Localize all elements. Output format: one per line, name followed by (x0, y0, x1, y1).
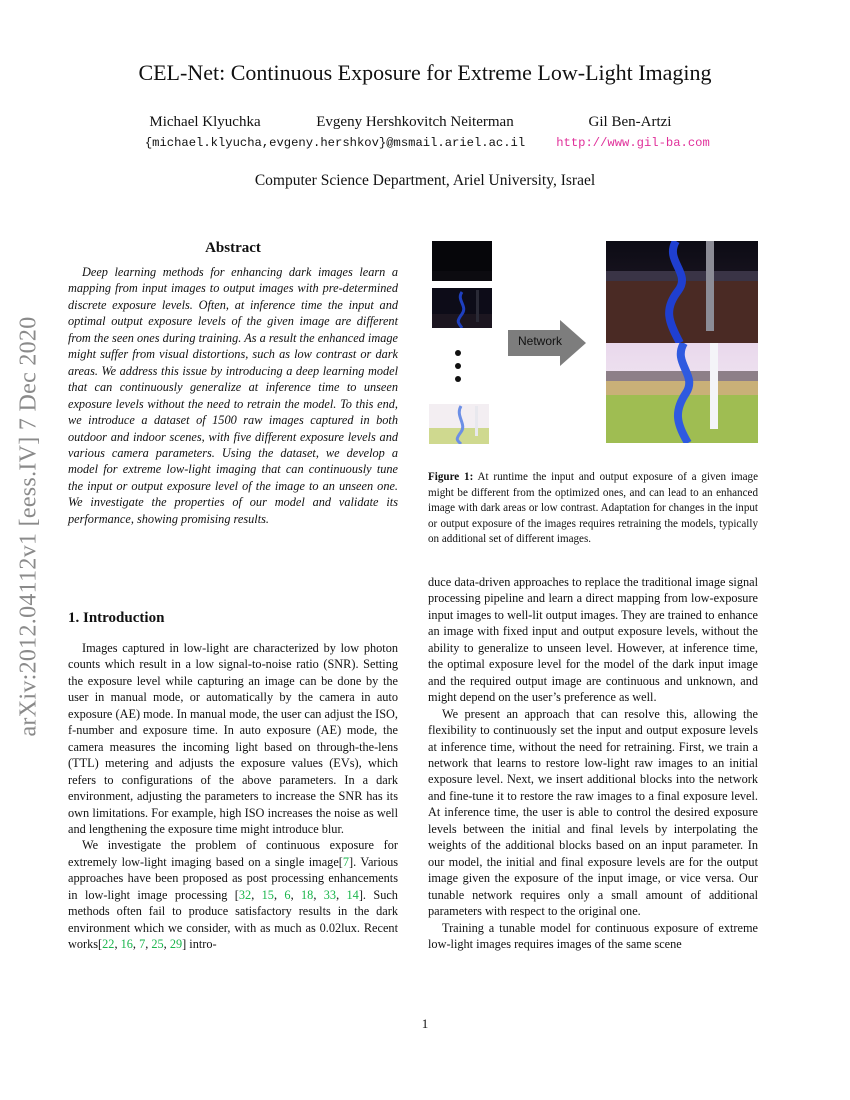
intro-paragraph-4: We present an approach that can resolve this, allowing the flexibility to continuously set the input and output exposure levels at inference time, without the need for retraining. First, we train a network that learns to restore low-light raw images to an initial exposure level. Next, we insert additional blocks into the network and fine-tune it to restore the raw images to a final exposure level. At inference time, the user is able to control the desired exposure levels between the initial and final levels by interpolating the weights of the additional blocks based on an input parameter. In our model, the initial and final exposure levels are for the output image given the exposure of the input image, or vice versa. Our tunable network requires only a small amount of additional parameters with respect to the original one. (428, 706, 758, 919)
ellipsis-dot (455, 363, 461, 369)
text-run: ] intro- (182, 937, 217, 952)
input-image-dim (432, 288, 492, 328)
introduction-right-column (428, 574, 758, 952)
citation-link[interactable]: 22 (102, 937, 115, 952)
output-image-bright (606, 343, 758, 443)
figure-1-caption-label: Figure 1: (428, 471, 474, 483)
figure-1-caption (428, 470, 758, 548)
citation-link[interactable]: 16 (120, 937, 133, 952)
author-url-link[interactable]: http://www.gil-ba.com (556, 136, 710, 150)
intro-paragraph-2: We investigate the problem of continuous exposure for extremely low-light imaging based on a single image[7]. Various approaches have been proposed as post processing enhancements in low-light image processing [32, 15, 6, 18, 33, 14]. Such methods often fail to produce satisfactory results in the dark environment which we consider, with as much as 0.02lux. Recent works[22, 16, 7, 25, 29] intro- (68, 838, 399, 952)
ellipsis-dot (455, 376, 461, 382)
author-name-1: Michael Klyuchka (149, 114, 261, 130)
output-image-dark (606, 241, 758, 343)
introduction-left-column (68, 640, 398, 953)
arxiv-stamp (6, 296, 52, 756)
figure-1 (428, 240, 763, 450)
figure-1-caption-text: At runtime the input and output exposure of a given image might be different from the optimized ones, and can lead to an enhanced image with dark areas or low contrast. Adaptation for changes in the input or output exposure of the images requires retraining the models, typically on additional set of different images. (428, 471, 758, 546)
author-name-2: Evgeny Hershkovitch Neiterman (316, 114, 514, 130)
citation-link[interactable]: 6 (284, 887, 291, 902)
abstract-heading: Abstract (205, 240, 261, 256)
citation-link[interactable]: 25 (151, 937, 164, 952)
citation-link[interactable]: 18 (301, 887, 314, 902)
section-heading-introduction: 1. Introduction (68, 610, 165, 626)
citation-link[interactable]: 7 (342, 854, 350, 869)
citation-link[interactable]: 29 (169, 937, 183, 952)
citation-link[interactable]: 32 (238, 887, 252, 902)
network-arrow-label: Network (517, 334, 562, 348)
intro-paragraph-3: duce data-driven approaches to replace the traditional image signal processing pipeline and learn a direct mapping from low-exposure input images to well-lit output images. They are trained to enhance an image with fixed input and output exposure levels, without the ability to generalize to unseen level. However, at inference time, the optimal exposure level for the model of the dark input image and the required output image are continuous and unknown, and might depend on the user’s preference as well. (428, 575, 758, 705)
ellipsis-dot (455, 350, 461, 356)
citation-link[interactable]: 15 (261, 887, 274, 902)
citation-link[interactable]: 14 (346, 887, 359, 902)
text-run: ]. Various approaches have been proposed as post processing enhancements in low-light image processing [ (68, 854, 399, 902)
input-image-dark (432, 241, 492, 281)
affiliation: Computer Science Department, Ariel University, Israel (254, 172, 596, 189)
arxiv-id: arXiv:2012.04112v1 [eess.IV] 7 Dec 2020 (15, 315, 42, 737)
intro-paragraph-5: Training a tunable model for continuous exposure of extreme low-light images requires images of the same scene (428, 920, 758, 951)
intro-paragraph-1: Images captured in low-light are characterized by low photon counts which result in a low signal-to-noise ratio (SNR). Setting the exposure level while capturing an image can be done by the user in manual mode, or automatically by the camera in auto exposure (AE) mode. In manual mode, the user can adjust the ISO, f-number and exposure time. In auto exposure (AE) mode, the camera measures the incoming light based on through-the-lens (TTL) metering and adjusts the exposure values (EVs), which refers to configurations of the above parameters. In a dark environment, adjusting the parameters to increase the SNR has its own limitations. For example, high ISO increases the noise as well and lengthening the exposure time might introduce blur. (68, 641, 398, 836)
citation-link[interactable]: 33 (323, 887, 337, 902)
author-name-3: Gil Ben-Artzi (588, 114, 672, 130)
paper-title: CEL-Net: Continuous Exposure for Extreme Low-Light Imaging (138, 60, 712, 85)
page-number: 1 (421, 1016, 429, 1031)
text-run: ]. Such methods often fail to produce satisfactory results in the dark environment which we consider, with as much as 0.02lux. Recent works[ (68, 887, 398, 952)
author-emails: {michael.klyucha,evgeny.hershkov}@msmail.ariel.ac.il (144, 136, 526, 150)
text-run: We investigate the problem of continuous exposure for extremely low-light imaging based on a single image[ (68, 838, 398, 869)
abstract-text: Deep learning methods for enhancing dark images learn a mapping from input images to output images with pre-determined discrete exposure levels. Often, at inference time the input and optimal output exposure levels of the given image are different from the seen ones during training. As a result the enhanced image might suffer from visual distortions, such as low contrast or dark areas. We address this issue by introducing a deep learning model that can continuously generalize at inference time to unseen exposure levels without the need to retrain the model. To this end, we introduce a dataset of 1500 raw images captured in both outdoor and indoor scenes, with five different exposure levels and various camera parameters. Using the dataset, we develop a model for extreme low-light imaging that can continuously tune the input or output exposure level of the image to an unseen one. We investigate the properties of our model and validate its performance, showing promising results. (68, 265, 398, 526)
input-image-bright (429, 404, 489, 444)
citation-link[interactable]: 7 (139, 937, 146, 952)
